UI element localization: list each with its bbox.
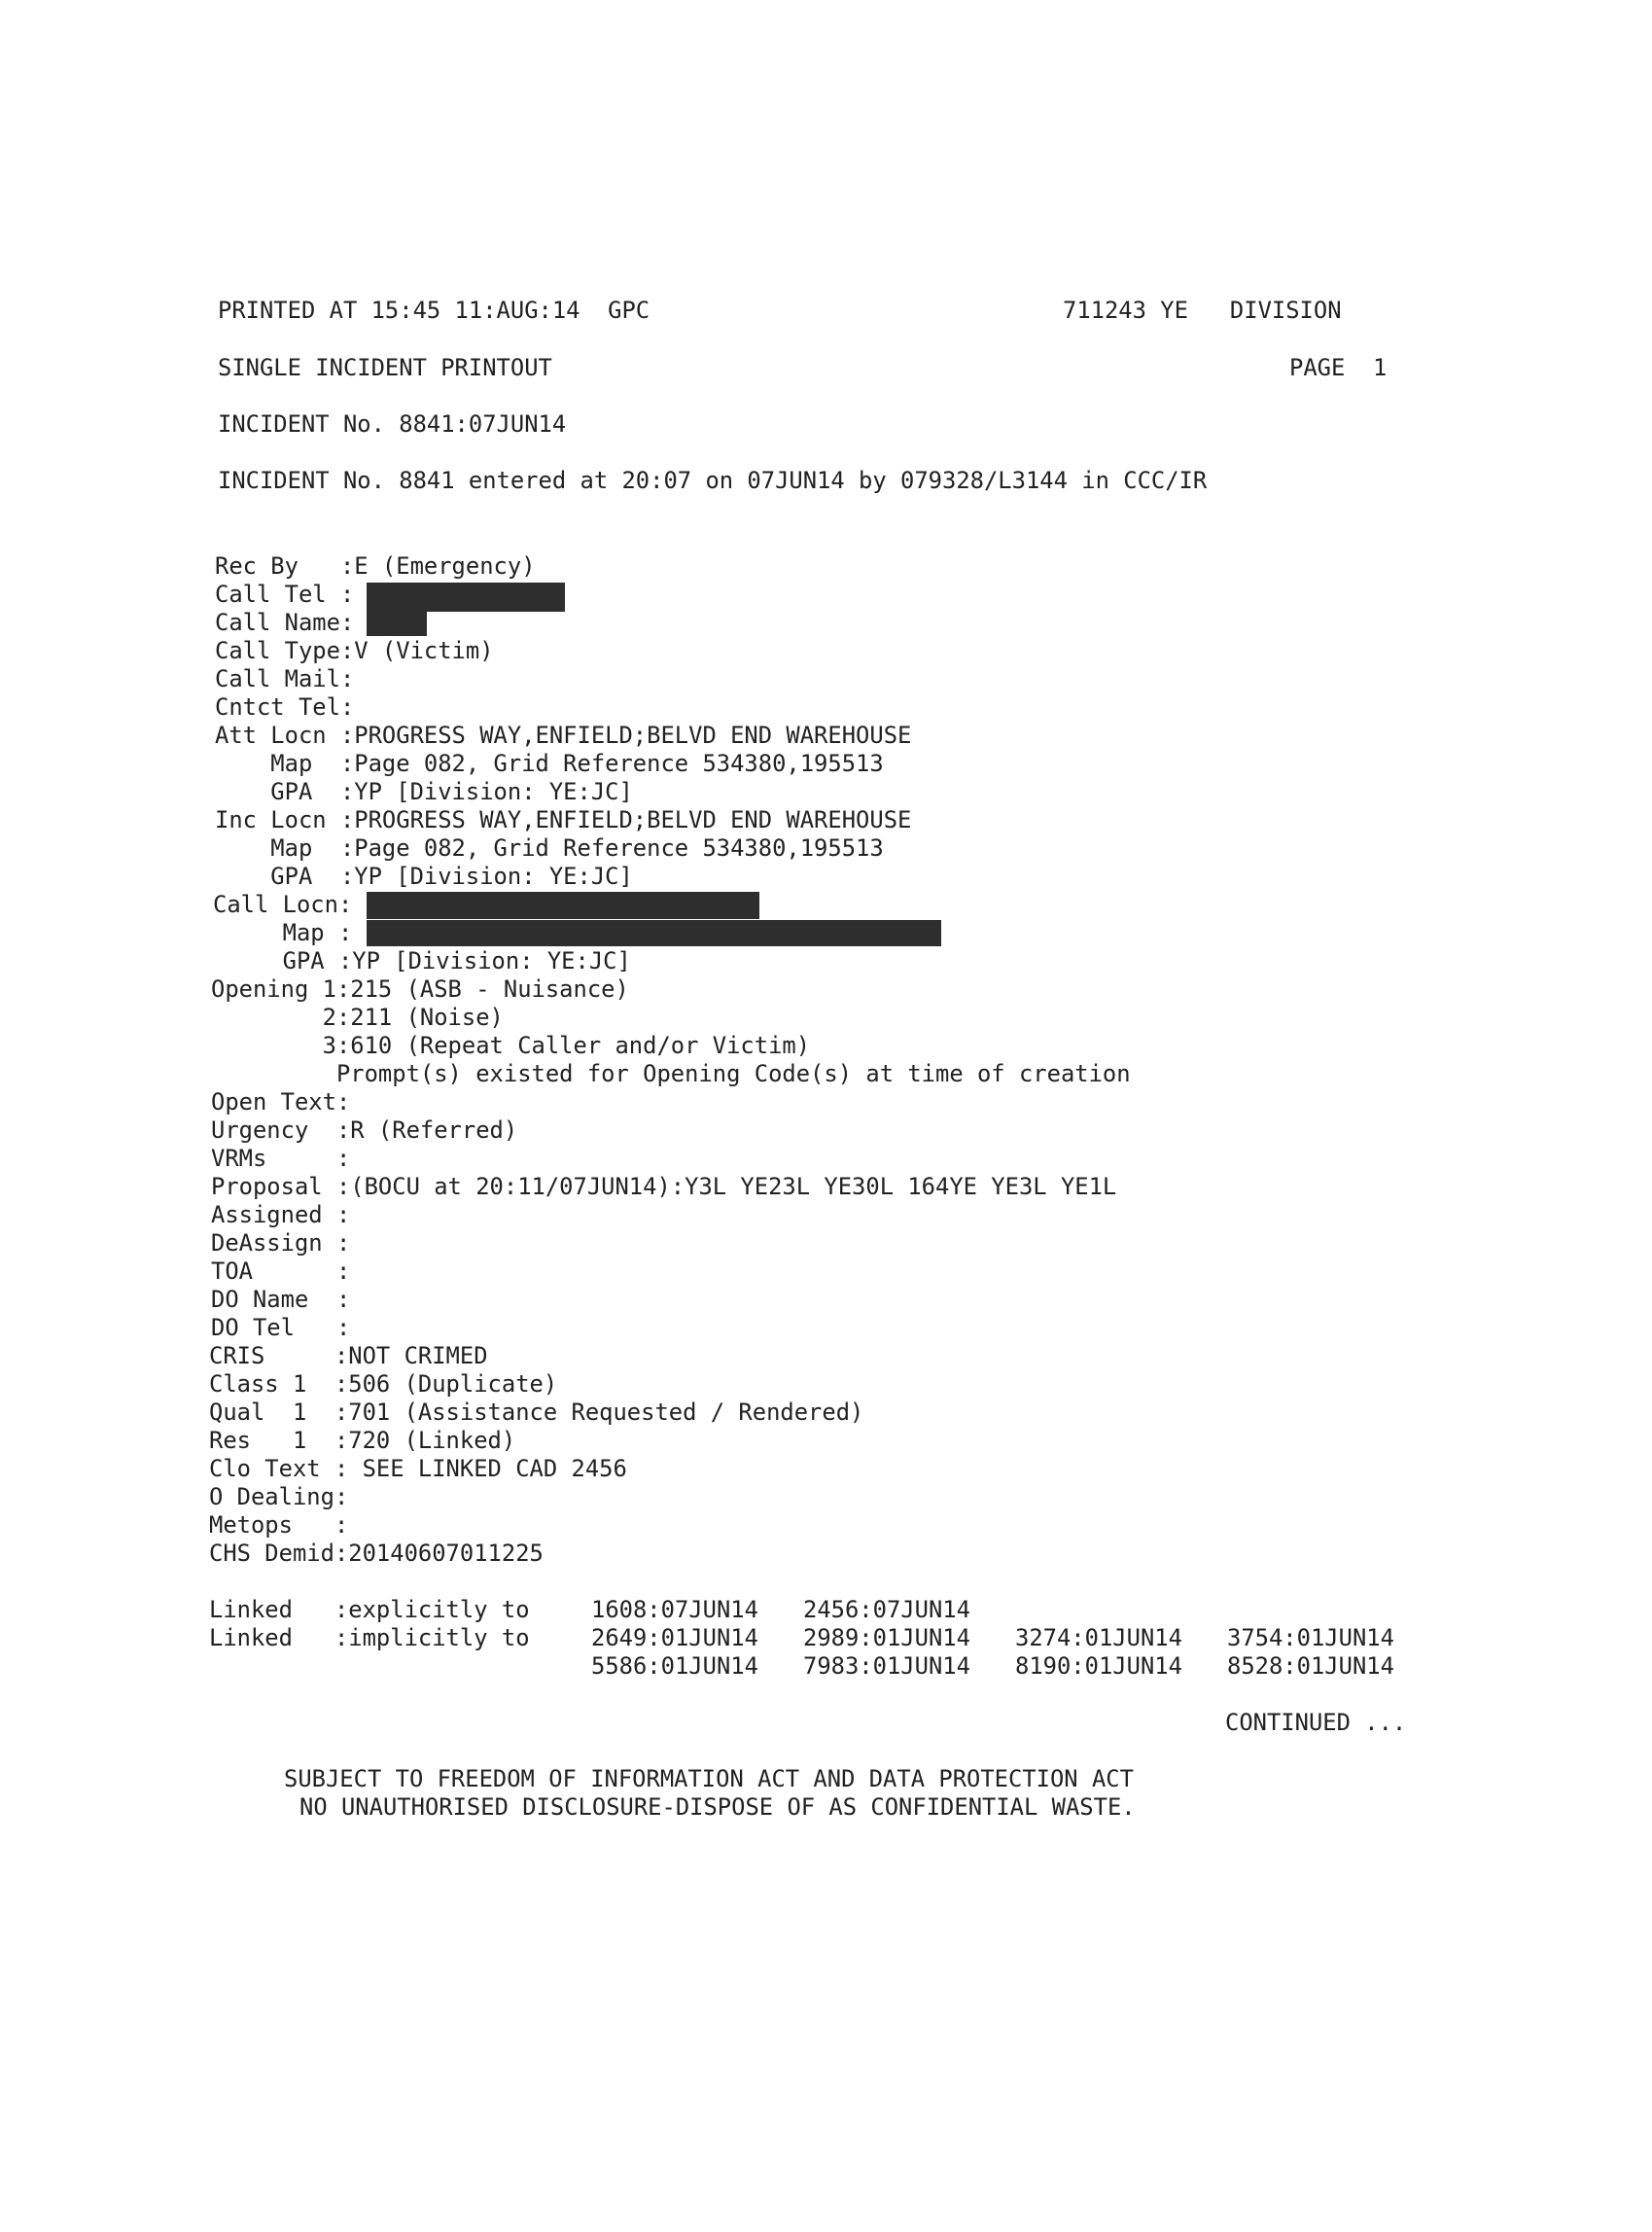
- footer-notice-line-2: NO UNAUTHORISED DISCLOSURE-DISPOSE OF AS CONFIDENTIAL WASTE.: [299, 1793, 1136, 1821]
- vrms-field: VRMs :: [211, 1145, 351, 1172]
- cris-field: CRIS :NOT CRIMED: [209, 1342, 488, 1369]
- linked-explicit-label: Linked :explicitly to: [209, 1596, 530, 1623]
- inc-location-field: Inc Locn :PROGRESS WAY,ENFIELD;BELVD END WAREHOUSE: [215, 806, 912, 833]
- deassign-field: DeAssign :: [211, 1229, 351, 1257]
- redaction-bar: [367, 892, 759, 919]
- linked-incident: 8528:01JUN14: [1227, 1652, 1394, 1680]
- att-map-field: Map :Page 082, Grid Reference 534380,195513: [215, 750, 884, 777]
- opening-prompt-note: Prompt(s) existed for Opening Code(s) at time of creation: [211, 1060, 1131, 1087]
- linked-implicit-label: Linked :implicitly to: [209, 1624, 530, 1651]
- att-gpa-field: GPA :YP [Division: YE:JC]: [215, 778, 633, 805]
- linked-incident: 7983:01JUN14: [803, 1652, 970, 1680]
- class-field: Class 1 :506 (Duplicate): [209, 1370, 558, 1398]
- open-text-field: Open Text:: [211, 1088, 351, 1116]
- assigned-field: Assigned :: [211, 1201, 351, 1228]
- urgency-field: Urgency :R (Referred): [211, 1116, 518, 1144]
- linked-incident: 5586:01JUN14: [591, 1652, 758, 1680]
- redaction-bar: [367, 611, 427, 636]
- metops-field: Metops :: [209, 1511, 349, 1539]
- inc-gpa-field: GPA :YP [Division: YE:JC]: [215, 863, 633, 890]
- res-field: Res 1 :720 (Linked): [209, 1427, 516, 1454]
- rec-by-field: Rec By :E (Emergency): [215, 552, 536, 580]
- incident-entered: INCIDENT No. 8841 entered at 20:07 on 07JUN14 by 079328/L3144 in CCC/IR: [218, 467, 1208, 494]
- do-tel-field: DO Tel :: [211, 1314, 351, 1341]
- opening-code-3: 3:610 (Repeat Caller and/or Victim): [211, 1032, 811, 1059]
- document-title: SINGLE INCIDENT PRINTOUT: [218, 354, 552, 381]
- division-ref: 711243 YE DIVISION: [1063, 297, 1342, 324]
- redaction-bar: [367, 583, 565, 612]
- redaction-bar: [367, 920, 941, 946]
- proposal-field: Proposal :(BOCU at 20:11/07JUN14):Y3L YE23L YE30L 164YE YE3L YE1L: [211, 1173, 1117, 1200]
- att-location-field: Att Locn :PROGRESS WAY,ENFIELD;BELVD END WAREHOUSE: [215, 722, 912, 749]
- linked-incident: 3274:01JUN14: [1015, 1624, 1182, 1651]
- do-name-field: DO Name :: [211, 1286, 351, 1313]
- qual-field: Qual 1 :701 (Assistance Requested / Rendered): [209, 1399, 864, 1426]
- footer-notice-line-1: SUBJECT TO FREEDOM OF INFORMATION ACT AND DATA PROTECTION ACT: [284, 1765, 1134, 1792]
- call-location-field: Call Locn:: [213, 891, 353, 918]
- toa-field: TOA :: [211, 1258, 351, 1285]
- chs-demid-field: CHS Demid:20140607011225: [209, 1540, 544, 1567]
- call-gpa-field: GPA :YP [Division: YE:JC]: [213, 947, 631, 974]
- call-type-field: Call Type:V (Victim): [215, 637, 494, 664]
- call-tel-field: Call Tel :: [215, 581, 355, 608]
- o-dealing-field: O Dealing:: [209, 1483, 349, 1510]
- inc-map-field: Map :Page 082, Grid Reference 534380,195513: [215, 834, 884, 862]
- linked-incident: 3754:01JUN14: [1227, 1624, 1394, 1651]
- closing-text-field: Clo Text : SEE LINKED CAD 2456: [209, 1455, 627, 1482]
- linked-incident: 8190:01JUN14: [1015, 1652, 1182, 1680]
- continued-marker: CONTINUED ...: [1225, 1709, 1407, 1736]
- page-number: PAGE 1: [1289, 354, 1388, 381]
- call-mail-field: Call Mail:: [215, 665, 355, 692]
- printed-at: PRINTED AT 15:45 11:AUG:14 GPC: [218, 297, 650, 324]
- opening-code-2: 2:211 (Noise): [211, 1004, 504, 1031]
- contact-tel-field: Cntct Tel:: [215, 693, 355, 721]
- linked-incident: 2649:01JUN14: [591, 1624, 758, 1651]
- linked-incident: 2456:07JUN14: [803, 1596, 970, 1623]
- linked-incident: 2989:01JUN14: [803, 1624, 970, 1651]
- call-map-field: Map :: [213, 919, 353, 946]
- opening-code-1: Opening 1:215 (ASB - Nuisance): [211, 975, 629, 1003]
- linked-incident: 1608:07JUN14: [591, 1596, 758, 1623]
- incident-number: INCIDENT No. 8841:07JUN14: [218, 410, 567, 438]
- call-name-field: Call Name:: [215, 609, 355, 636]
